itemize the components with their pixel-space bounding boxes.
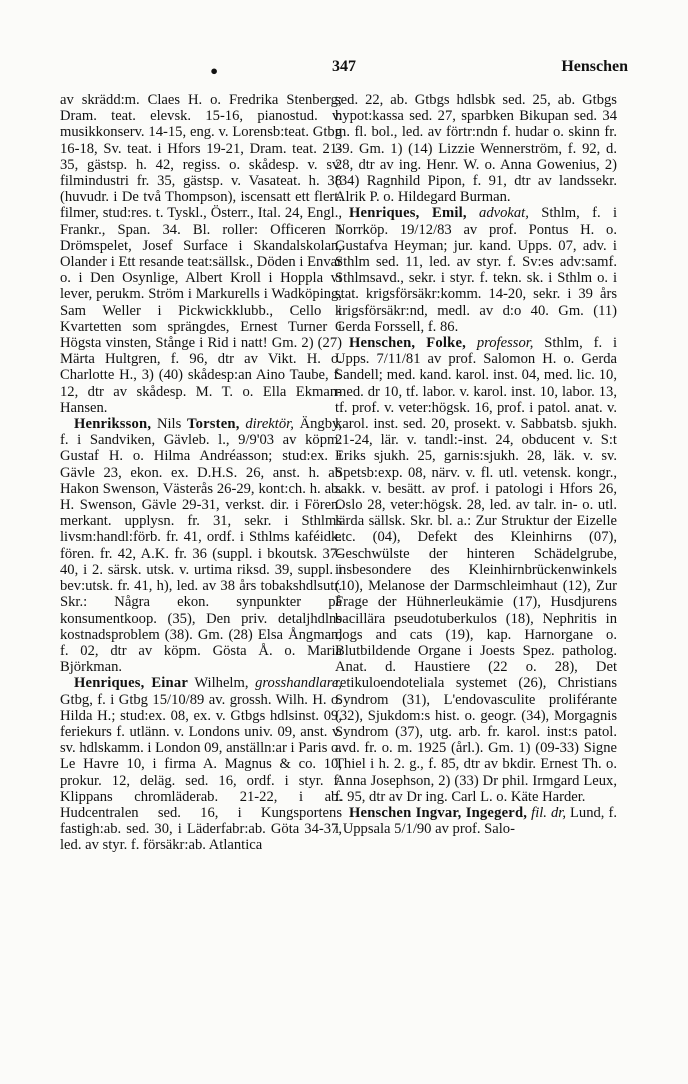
- entry-call-name: Torsten,: [187, 416, 240, 433]
- entry-text: Sthlm, f. i Upps. 7/11/81 av prof. Salomon H. o. Gerda Sandell; med. kand. karol. inst. 04, med. lic. 10, med. dr 10, tf. labor. v. karol. inst. 10, labor. 13, tf. prof. v. veter:högsk. 16, prof. i patol. anat. v. karol. inst. sed. 20, prosekt. v. Sabbatsb. sjukh. 21-24, lär. v. tandl:-inst. 24, obducent v. S:t Eriks sjukh. 25, garnis:sjukh. 28, läk. v. sv. Spetsb:exp. 08, närv. v. fl. utl. vetensk. kongr., sakk. v. besätt. av prof. i patologi i Hfors 26, Oslo 28, veter:högsk. 28, led. av talr. in- o. utl. lärda sällsk. Skr. bl. a.: Zur Struktur der Eizelle etc. (04), Defekt des Kleinhirns (07), Geschwülste der hinteren Schädelgrube, insbesondere des Kleinhirnbrückenwinkels (10), Melanose der Darmschleimhaut (12), Zur Frage der Hühnerleukämie (17), Husdjurens bacillära pseudotuberkulos (18), Nephritis in dogs and cats (19), kap. Harnorgane o. Blutbildende Organe i Joests Spez. patholog. Anat. d. Haustiere (22 o. 28), Det retikuloendoteliala systemet (26), Christians Syndrom (31), L'endovasculite proliférante (32), Sjukdom:s hist. o. geogr. (34), Morgagnis Syndrom (37), utg. arb. fr. karol. inst:s patol. avd. fr. o. m. 1925 (årl.). Gm. 1) (09-33) Signe Thiel i h. 2. g., f. 85, dtr av bkdir. Ernest Th. o. Anna Josephson, 2) (33) Dr phil. Irmgard Leux, f. 95, dtr av Dr ing. Carl L. o. Käte Harder.: [335, 335, 617, 805]
- entry-surname: Henriksson,: [74, 416, 152, 433]
- entry-call-name: Folke,: [415, 335, 466, 352]
- entry-given-name: Nils: [151, 416, 188, 433]
- entry-text: Lund, f. i Uppsala 5/1/90 av prof. Salo-: [335, 804, 617, 838]
- entry-henschen-folke: [335, 335, 617, 805]
- entry-title: fil. dr,: [527, 804, 566, 821]
- entry-surname: Henschen,: [349, 335, 416, 352]
- entry-surname: Henriques,: [74, 675, 145, 692]
- page-number: 347: [332, 58, 356, 75]
- entry-henriksson-torsten: [60, 416, 342, 675]
- entry-henriques-einar: [60, 675, 342, 853]
- left-column: [60, 92, 342, 854]
- entry-surname: Henriques,: [349, 205, 420, 222]
- entry-title: advokat,: [466, 205, 529, 222]
- entry-text: Sthlm, f. i Norrköp. 19/12/83 av prof. Pontus H. o. Gustafva Heyman; jur. kand. Upps. 07, adv. i Sthlm sed. 11, led. av styr. f. Sv:es adv:samf. Sthlmsavd., sekr. i styr. f. tekn. sk. i Sthlm o. i stat. krigsförsäkr:komm. 14-20, sekr. i 39 års krigsförsäkr:nd, medl. av d:o 40. Gm. (11) Gerda Forssell, f. 86.: [335, 205, 617, 335]
- entry-text: Ängby, f. i Sandviken, Gävleb. l., 9/9'03 av köpm. Gustaf H. o. Hilma Andréasson; stud:ex. i Gävle 23, ekon. ex. D.H.S. 26, anst. h. ab Hakon Swenson, Västerås 26-29, kont:ch. h. ab. H. Swenson, Gävle 29-31, verkst. dir. i Fören. merkant. upplysn. fr. 31, sekr. i Sthlms livsm:handl:förb. fr. 41, ordf. i Sthlms kaféidk. fören. fr. 42, A.K. fr. 36 (suppl. i bkoutsk. 37-40, i 2. särsk. utsk. v. urtima riksd. 39, suppl. i bev:utsk. fr. 41, h), led. av 38 års tobakshdlsutr. Skr.: Några ekon. synpunkter på konsumentkoop. (35), Den priv. detaljhdlns kostnadsproblem (38). Gm. (28) Elsa Ångman, f. 02, dtr av köpm. Gösta Å. o. Maria Björkman.: [60, 416, 343, 676]
- entry-call-name: Ingegerd,: [461, 804, 528, 821]
- entry-henschen-ingegerd: [335, 805, 617, 837]
- right-column: [335, 92, 617, 837]
- entry-text: Gtbg, f. i Gtbg 15/10/89 av. grossh. Wilh. H. o. Hilda H.; stud:ex. 08, ex. v. Gtbgs hdlsinst. 09, feriekurs f. utlänn. v. Londons univ. 09, anst. v. sv. hdlskamm. i London 09, anställn:ar i Paris o. Le Havre 10, i firma A. Magnus & co. 10, prokur. 12, deläg. sed. 16, ordf. i styr. f. Klippans chromläderab. 21-22, i ab. Hudcentralen sed. 16, i Kungsportens fastigh:ab. sed. 30, i Läderfabr:ab. Göta 34-37, led. av styr. f. försäkr:ab. Atlantica: [60, 691, 342, 854]
- entry-call-name: Einar: [144, 675, 189, 692]
- running-head: Henschen: [561, 58, 628, 75]
- entry-continuation: [60, 92, 342, 416]
- entry-text: av skrädd:m. Claes H. o. Fredrika Stenberg; Dram. teat. elevsk. 15-16, pianostud. v. musikkonserv. 14-15, eng. v. Lorensb:teat. Gtbg 16-18, Sv. teat. i Hfors 19-21, Dram. teat. 21-35, gästsp. h. 42, regiss. o. skådesp. v. sv. filmindustri fr. 35, gästsp. v. Vasateat. h. 38 (huvudr. i De två Thompson), iscensatt ett flert. filmer, stud:res. t. Tyskl., Österr., Ital. 24, Engl., Frankr., Span. 34. Bl. roller: Officeren i Drömspelet, Josef Surface i Skandalskolan, Olander i Ett resande teat:sällsk., Döden i Envar o. i Den Osynlige, Albert Kroll i Hoppla vi lever, perukm. Ström i Markurells i Wadköping, Sam Weller i Pickwickklubb., Cello i Kvartetten som sprängdes, Ernest Turner i Högsta vinsten, Stånge i Rid i natt! Gm. 2) (27) Märta Hultgren, f. 96, dtr av Vikt. H. o. Charlotte H., 3) (40) skådesp:an Aino Taube, f. 12, dtr av skådesp. M. T. o. Ella Ekman-Hansen.: [60, 92, 342, 416]
- entry-call-name: Emil,: [419, 205, 467, 222]
- entry-title: direktör,: [239, 416, 294, 433]
- print-mark: •: [209, 62, 220, 81]
- entry-title: grosshandlare,: [248, 675, 343, 692]
- entry-title: professor,: [466, 335, 534, 352]
- entry-given-name: Wilhelm,: [188, 675, 249, 692]
- entry-surname: Henschen Ingvar,: [349, 804, 462, 821]
- entry-henriques-emil: [335, 205, 617, 335]
- entry-continuation: [335, 92, 617, 205]
- entry-text: sed. 22, ab. Gtbgs hdlsbk sed. 25, ab. Gtbgs hypot:kassa sed. 27, sparbken Bikupan sed. 34 m. fl. bol., led. av förtr:ndn f. hudar o. skinn fr. 39. Gm. 1) (14) Lizzie Wennerström, f. 92, d. 28, dtr av ing. Henr. W. o. Anna Gowenius, 2) (34) Ragnhild Pipon, f. 91, dtr av landssekr. Alrik P. o. Hildegard Burman.: [335, 92, 617, 206]
